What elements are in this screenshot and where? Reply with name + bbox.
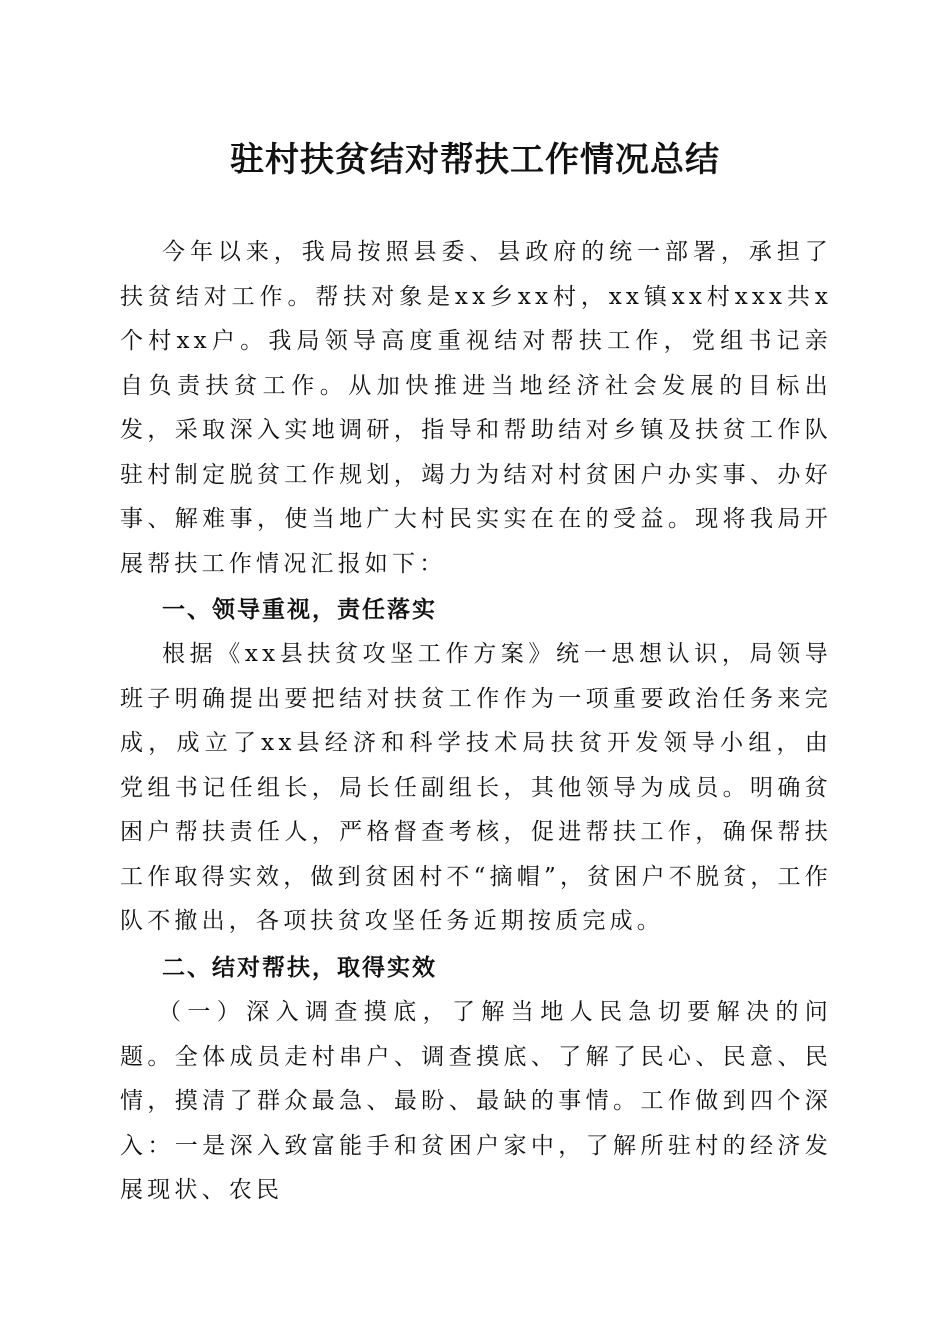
section-heading-pairing-assistance: 二、结对帮扶，取得实效 bbox=[162, 955, 437, 981]
section-heading-leadership: 一、领导重视，责任落实 bbox=[162, 597, 437, 623]
section-paragraph-leadership: 根据《xx县扶贫攻坚工作方案》统一思想认识，局领导班子明确提出要把结对扶贫工作作为一项重要政治任务来完成，成立了xx县经济和科学技术局扶贫开发领导小组，由党组书记任组长，局长任副组长，其他领导为成员。明确贫困户帮扶责任人，严格督查考核，促进帮扶工作，确保帮扶工作取得实效，做到贫困村不“摘帽”，贫困户不脱贫，工作队不撤出，各项扶贫攻坚任务近期按质完成。 bbox=[120, 641, 832, 934]
intro-paragraph: 今年以来，我局按照县委、县政府的统一部署，承担了扶贫结对工作。帮扶对象是xx乡xx村，xx镇xx村xxx共x个村xx户。我局领导高度重视结对帮扶工作，党组书记亲自负责扶贫工作。从加快推进当地经济社会发展的目标出发，采取深入实地调研，指导和帮助结对乡镇及扶贫工作队驻村制定脱贫工作规划，竭力为结对村贫困户办实事、办好事、解难事，使当地广大村民实实在在的受益。现将我局开展帮扶工作情况汇报如下： bbox=[120, 239, 832, 577]
section-paragraph-investigation: （一）深入调查摸底，了解当地人民急切要解决的问题。全体成员走村串户、调查摸底、了解了民心、民意、民情，摸清了群众最急、最盼、最缺的事情。工作做到四个深入：一是深入致富能手和贫困户家中，了解所驻村的经济发展现状、农民 bbox=[120, 999, 832, 1203]
document-title: 驻村扶贫结对帮扶工作情况总结 bbox=[230, 140, 720, 180]
